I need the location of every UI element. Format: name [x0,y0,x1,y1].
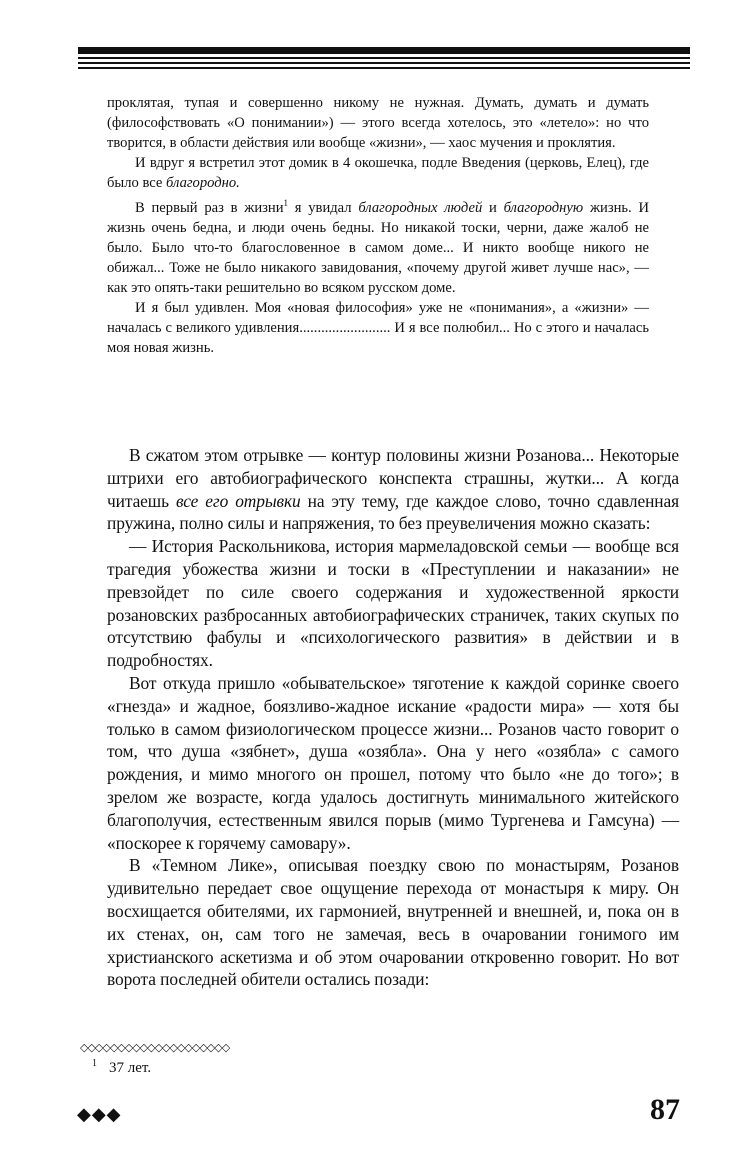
footnote-mark: 1 [92,1058,97,1069]
quote-p2-text: И вдруг я встретил этот домик в 4 окошечка, подле Введения (церковь, Елец), где было все [107,155,649,191]
main-paragraph-3: Вот откуда пришло «обывательское» тяготение к каждой соринке своего «гнезда» и жадное, боязливо-жадное искание «радости мира» — хотя бы только в самом физиологическом процессе жизни... Розанов часто говорит о том, что душа «зябнет», душа «озябла». Она у него «озябла» с самого рождения, и мимо многого он прошел, потому что было «не до того»; в зрелом же возрасте, когда удалось достигнуть минимального житейского благополучия, естественным явился порыв (мимо Тургенева и Гамсуна) — «поскорее к горячему самовару». [107,672,679,853]
quote-p3-emphasis-1: благородных людей [358,199,483,216]
quote-paragraph-2 [107,153,649,193]
footnote-text: 37 лет. [109,1060,152,1076]
quote-paragraph-3 [107,193,649,298]
header-rule-thick [78,47,690,54]
main-paragraph-4: В «Темном Лике», описывая поездку свою по монастырям, Розанов удивительно передает свое ощущение перехода от монастыря к миру. Он восхищается обителями, их гармонией, внутренней и внешней, и, пока он в их стенах, он, сам того не замечая, весь в очаровании гонимого им христианского аскетизма и об этом очаровании откровенно говорит. Но вот ворота последней обители остались позади: [107,855,679,990]
main-paragraph-1 [107,444,679,535]
quote-p3-b: я увидал [288,199,359,216]
main-text [107,444,679,991]
main-p1-a: В сжатом этом отрывке — контур половины жизни Розанова... Некоторые штрихи его автобиографического конспекта страшны, жутки... А когда читаешь [107,445,679,511]
main-p1-b: на эту тему, где каждое слово, точно сдавленная пружина, полно силы и напряжения, то без преувеличения можно сказать: [107,490,680,534]
header-rule-thin-3 [78,67,690,69]
quote-p3-d: жизнь. И жизнь очень бедна, и люди очень бедны. Но никакой тоски, черни, даже жалоб не было. Было что-то благословенное в самом доме... И никто вообще никого не обижал... Тоже не было никакого завидования, «почему другой живет лучше нас», — как это опять-таки решительно во всяком русском доме. [107,199,649,296]
quote-p3-emphasis-2: благородную [503,199,584,216]
footnote-ornament: ◇◇◇◇◇◇◇◇◇◇◇◇◇◇◇◇◇◇◇◇ [80,1041,230,1054]
header-rule-thin-2 [78,62,690,64]
quote-p3-a: В первый раз в жизни [135,199,284,216]
quote-paragraph-1: проклятая, тупая и совершенно никому не нужная. Думать, думать и думать (философствовать «О понимании») — этого всегда хотелось, это «летело»: но что творится, в области действия или вообще «жизни», — хаос мучения и проклятия. [107,95,649,151]
quote-p3-c: и [482,199,504,216]
main-p1-emphasis: все его отрывки [175,490,301,511]
main-paragraph-2: — История Раскольникова, история мармеладовской семьи — вообще вся трагедия убожества жизни и тоски в «Преступлении и наказании» не превзойдет по силе своего содержания и художественной яркости розановских разбросанных автобиографических страничек, таких скупых по отсутствию фабулы и «психологического развития» в действии и в подробностях. [107,536,679,671]
page-number: 87 [650,1093,680,1126]
footnote [92,1054,151,1078]
footer-diamonds-ornament: ◆◆◆ [77,1104,122,1125]
header-rule-thin-1 [78,57,690,59]
quote-p2-emphasis: благородно. [166,175,240,191]
quote-paragraph-4: И я был удивлен. Моя «новая философия» уже не «понимания», а «жизни» — началась с великого удивления......................... И я все полюбил... Но с этого и началась моя новая жизнь. [107,299,649,356]
footnote-reference: 1 [283,198,289,208]
quoted-passage [107,93,649,358]
